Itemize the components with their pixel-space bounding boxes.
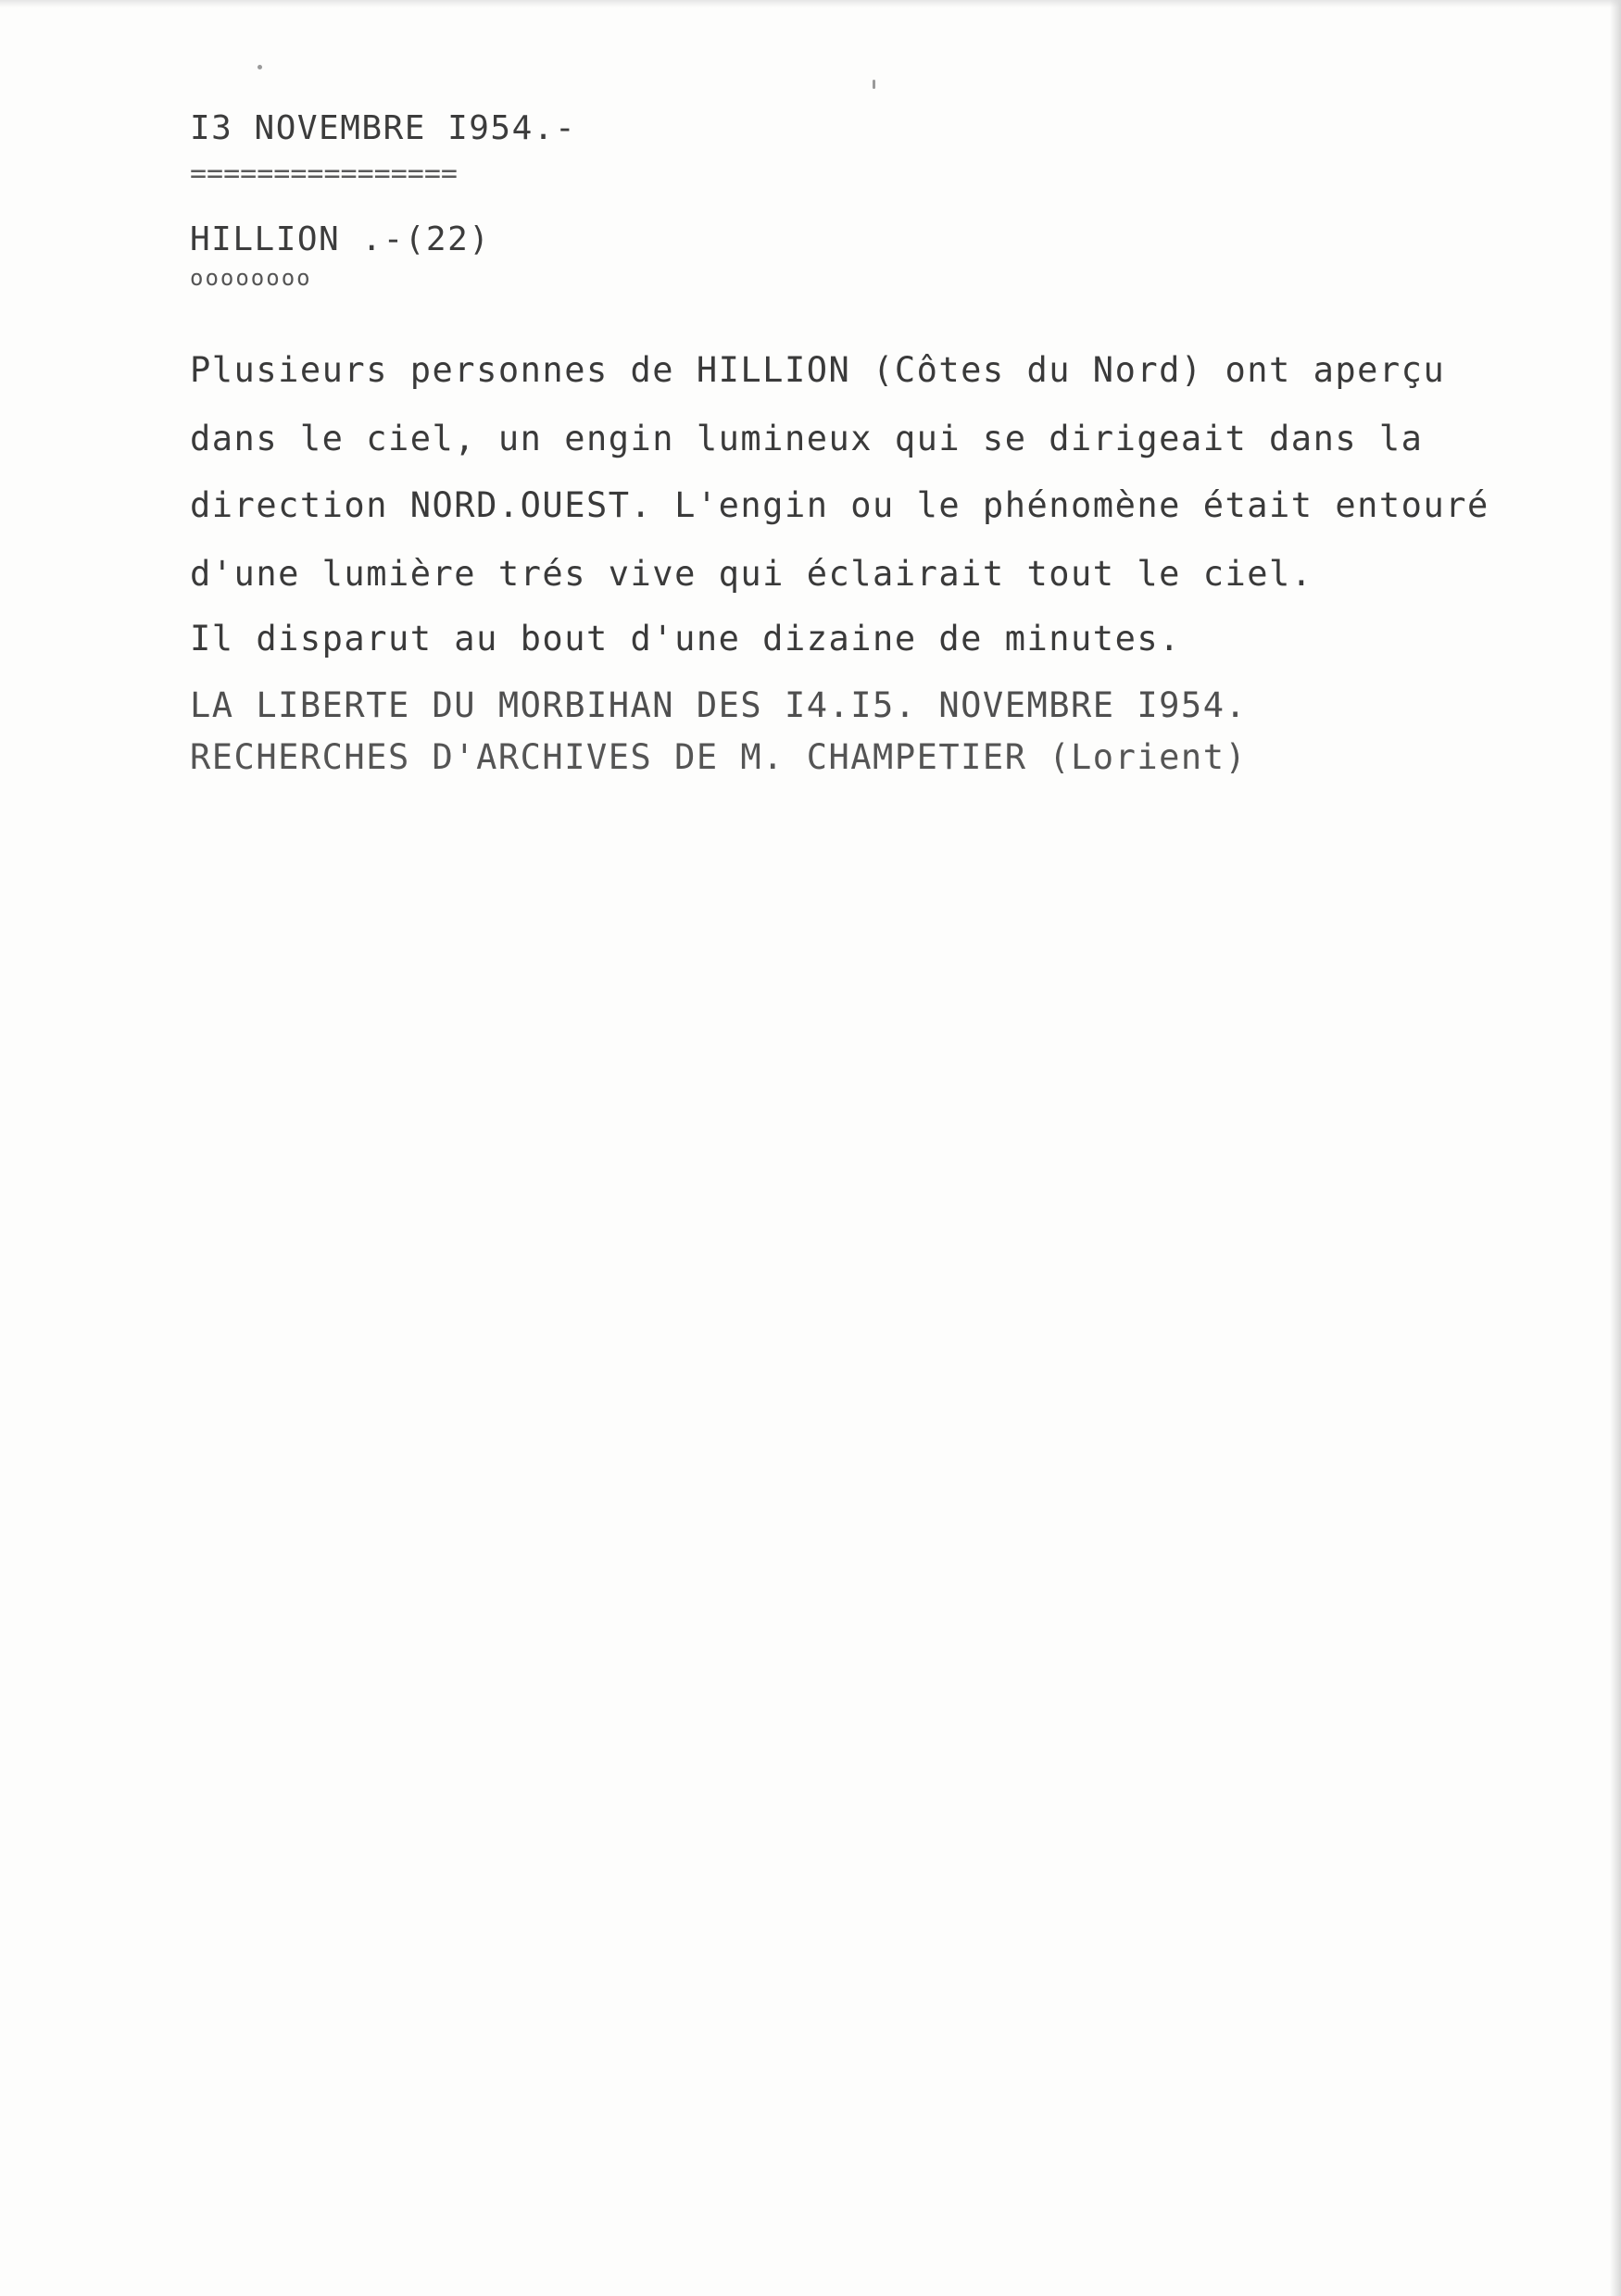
ink-speck: [873, 80, 875, 89]
date-underline: ================: [190, 157, 458, 190]
source-newspaper: LA LIBERTE DU MORBIHAN DES I4.I5. NOVEMBRE I954.: [190, 685, 1248, 725]
source-archive: RECHERCHES D'ARCHIVES DE M. CHAMPETIER (Lorient): [190, 737, 1248, 777]
place-underline: oooooooo: [190, 265, 312, 291]
page-right-edge: [1610, 0, 1621, 2296]
document-date: I3 NOVEMBRE I954.-: [190, 109, 577, 147]
body-line: Plusieurs personnes de HILLION (Côtes du Nord) ont aperçu: [190, 350, 1446, 390]
body-line: dans le ciel, un engin lumineux qui se dirigeait dans la: [190, 419, 1424, 458]
body-line: Il disparut au bout d'une dizaine de minutes.: [190, 619, 1181, 659]
body-line: d'une lumière trés vive qui éclairait tout le ciel.: [190, 554, 1313, 594]
page-top-edge: [0, 0, 1621, 7]
place-heading: HILLION .-(22): [190, 220, 491, 258]
ink-speck: [258, 65, 262, 69]
body-line: direction NORD.OUEST. L'engin ou le phénomène était entouré: [190, 485, 1489, 525]
